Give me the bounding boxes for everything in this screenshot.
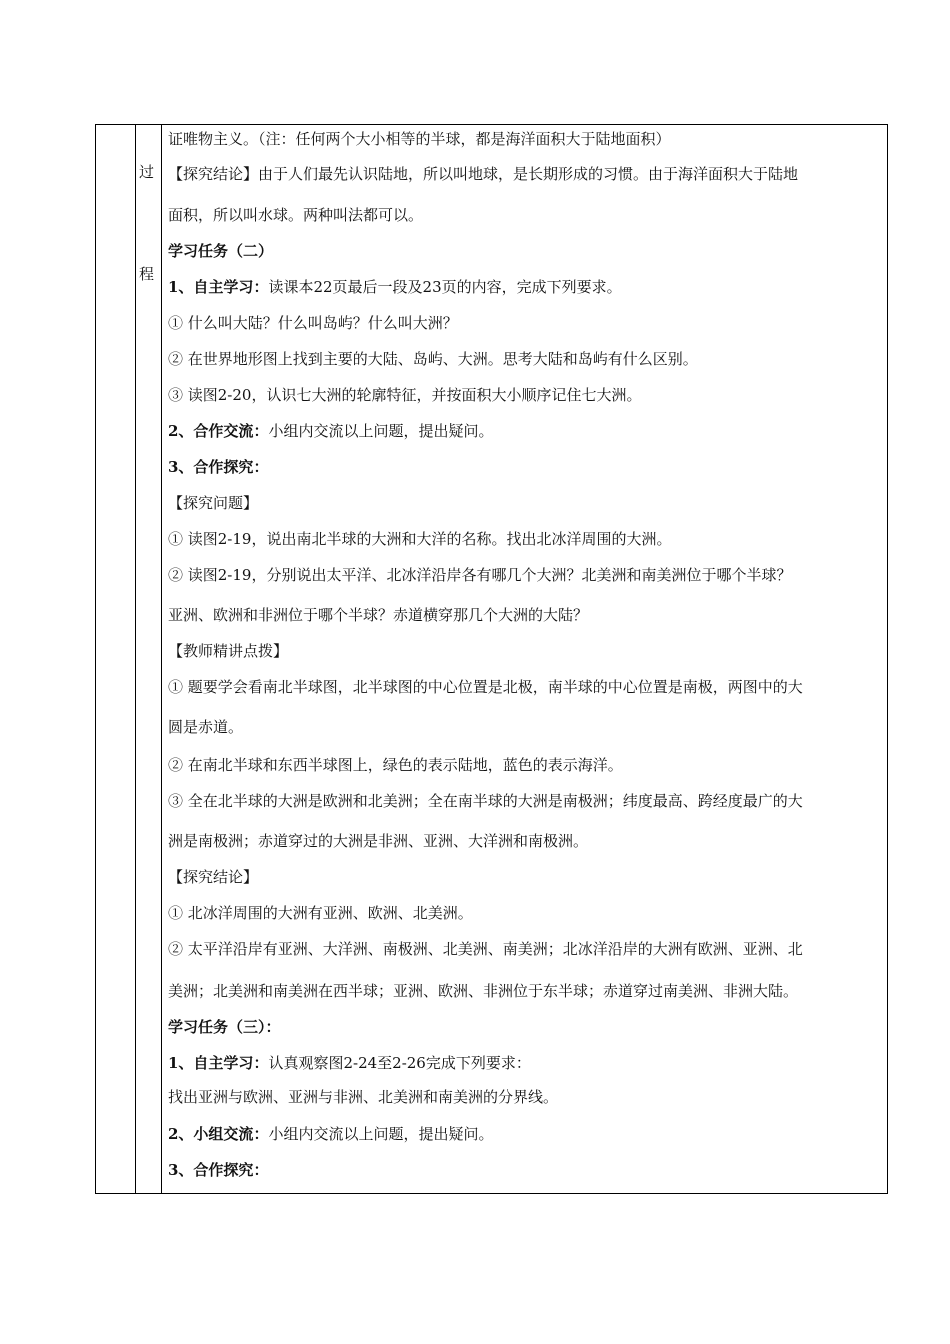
section-heading: 3、合作探究： [168,1161,269,1179]
text-line: ① 读图2-19，说出南北半球的大洲和大洋的名称。找出北冰洋周围的大洲。 [168,530,672,548]
text-line: 洲是南极洲；赤道穿过的大洲是非洲、亚洲、大洋洲和南极洲。 [168,832,589,850]
text-line: 2、合作交流：小组内交流以上问题，提出疑问。 [168,422,494,440]
text-line: 1、自主学习：读课本22页最后一段及23页的内容，完成下列要求。 [168,278,622,296]
section-heading: 学习任务（二） [168,242,274,260]
text-line: 【探究问题】 [168,494,259,512]
text-line: ② 读图2-19，分别说出太平洋、北冰洋沿岸各有哪几个大洲？北美洲和南美洲位于哪个半球？ [168,566,792,584]
text-line: ① 北冰洋周围的大洲有亚洲、欧洲、北美洲。 [168,904,473,922]
table-content-cell [168,125,882,1193]
text-line: ③ 全在北半球的大洲是欧洲和北美洲；全在南半球的大洲是南极洲；纬度最高、跨经度最广的大 [168,792,803,810]
text-line: 2、小组交流：小组内交流以上问题，提出疑问。 [168,1125,494,1143]
text-line: 亚洲、欧洲和非洲位于哪个半球？赤道横穿那几个大洲的大陆？ [168,606,589,624]
section-heading: 学习任务（三）： [168,1018,281,1036]
text-line: 美洲；北美洲和南美洲在西半球；亚洲、欧洲、非洲位于东半球；赤道穿过南美洲、非洲大陆。 [168,982,799,1000]
text-line: ① 什么叫大陆？什么叫岛屿？什么叫大洲？ [168,314,458,332]
text-line: 面积，所以叫水球。两种叫法都可以。 [168,206,424,224]
text-line: 证唯物主义。（注：任何两个大小相等的半球，都是海洋面积大于陆地面积） [168,130,671,148]
lesson-table [95,124,888,1194]
text-line: ② 在南北半球和东西半球图上，绿色的表示陆地，蓝色的表示海洋。 [168,756,623,774]
table-column-stage [136,125,162,1193]
text-line: ② 在世界地形图上找到主要的大陆、岛屿、大洲。思考大陆和岛屿有什么区别。 [168,350,698,368]
text-line: 【探究结论】 [168,868,259,886]
table-column-blank [96,125,136,1193]
stage-label-char-2: 程 [139,265,155,283]
stage-label-char-1: 过 [139,163,155,181]
text-line: 圆是赤道。 [168,718,244,736]
text-line: 1、自主学习：认真观察图2-24至2-26完成下列要求： [168,1054,531,1072]
text-line: 找出亚洲与欧洲、亚洲与非洲、北美洲和南美洲的分界线。 [168,1088,559,1106]
text-line: ① 题要学会看南北半球图，北半球图的中心位置是北极，南半球的中心位置是南极，两图中的大 [168,678,803,696]
text-line: ③ 读图2-20，认识七大洲的轮廓特征，并按面积大小顺序记住七大洲。 [168,386,642,404]
text-line: 【教师精讲点拨】 [168,642,289,660]
text-line: 【探究结论】由于人们最先认识陆地，所以叫地球，是长期形成的习惯。由于海洋面积大于陆地 [168,165,799,183]
text-line: ② 太平洋沿岸有亚洲、大洋洲、南极洲、北美洲、南美洲；北冰洋沿岸的大洲有欧洲、亚洲、北 [168,940,803,958]
section-heading: 3、合作探究： [168,458,269,476]
